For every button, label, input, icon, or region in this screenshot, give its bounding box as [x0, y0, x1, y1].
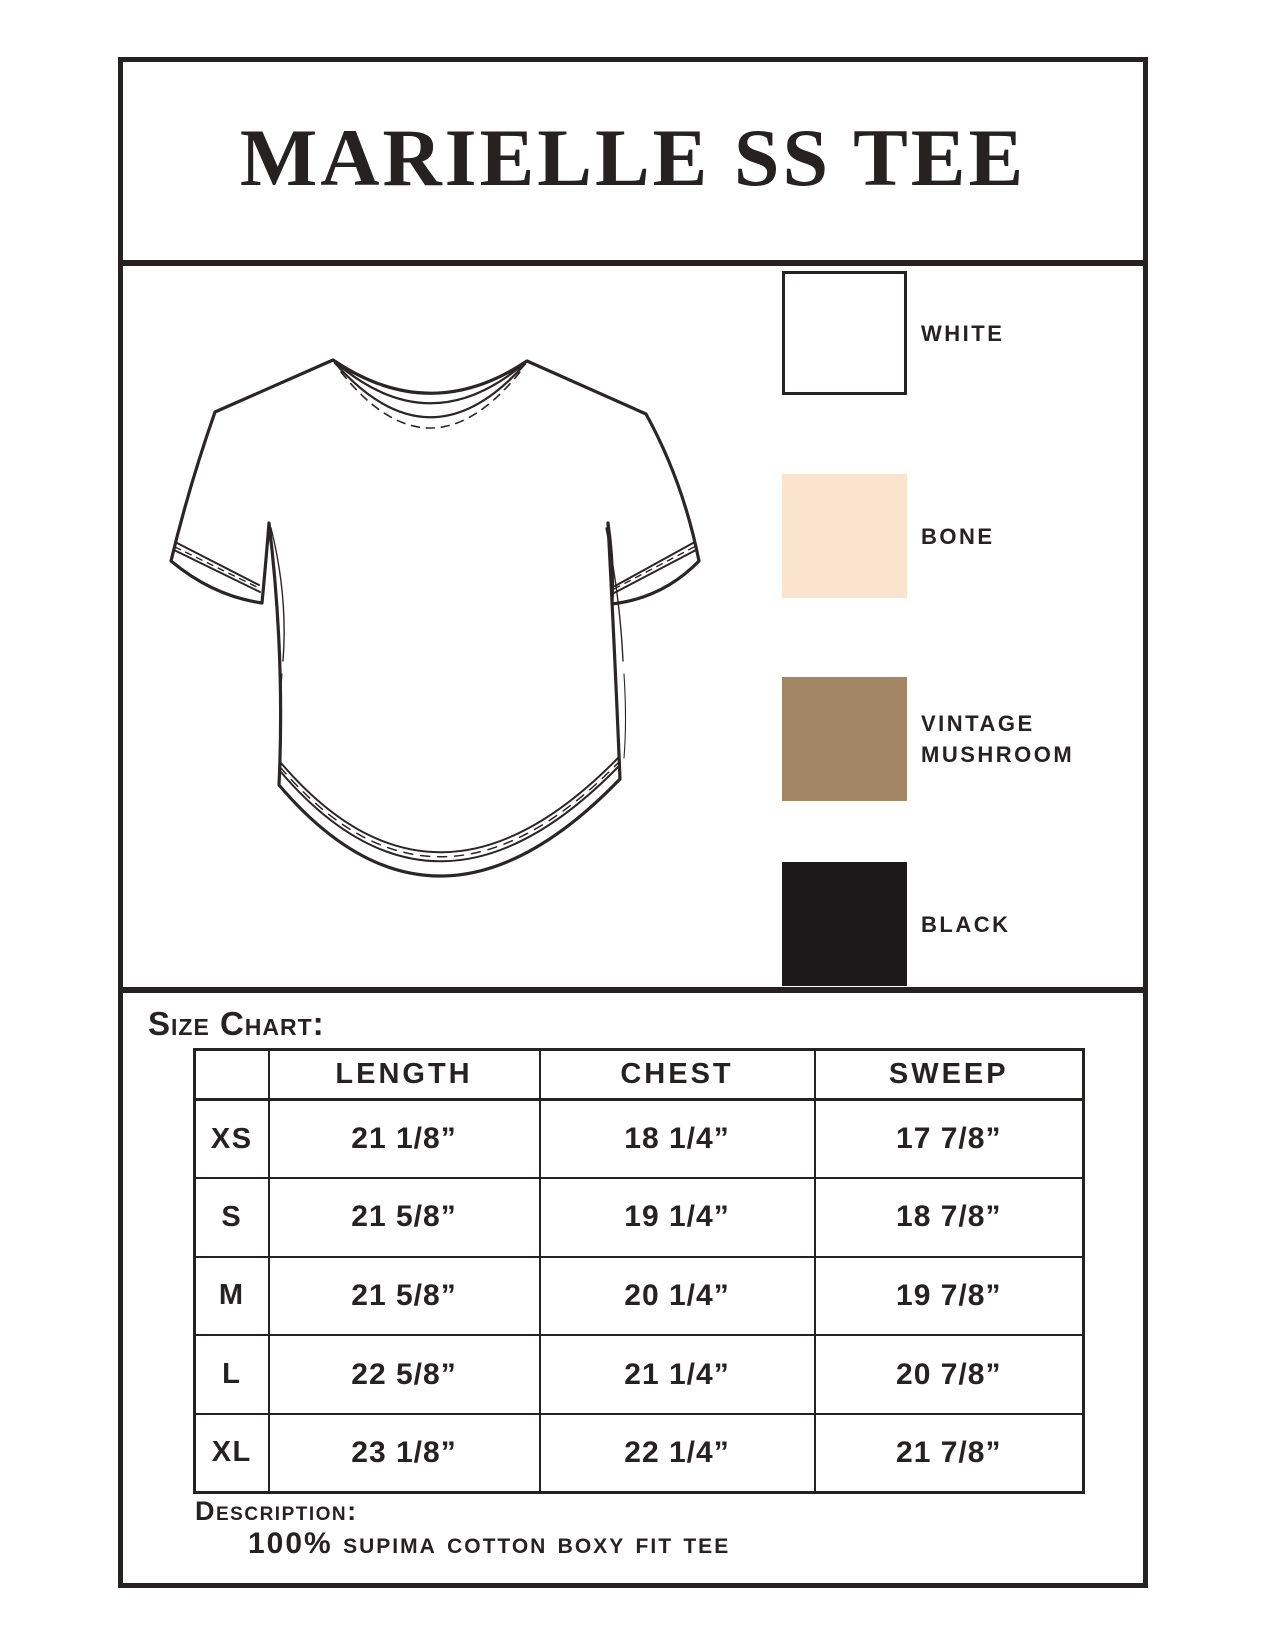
sweep-value: 21 7/8” — [815, 1414, 1084, 1493]
table-row-xl — [195, 1414, 1084, 1493]
page-title: MARIELLE SS TEE — [239, 112, 1027, 203]
sweep-value: 20 7/8” — [815, 1335, 1084, 1414]
header-row — [195, 1050, 1084, 1100]
length-value: 21 5/8” — [269, 1257, 540, 1336]
length-value: 23 1/8” — [269, 1414, 540, 1493]
black-swatch — [782, 862, 907, 986]
white-swatch — [782, 271, 907, 395]
vintage-mushroom-swatch — [782, 677, 907, 801]
size-label: XS — [195, 1100, 269, 1179]
size-column-header — [195, 1050, 269, 1100]
size-label: M — [195, 1257, 269, 1336]
colorway-label: VINTAGE MUSHROOM — [921, 711, 1075, 767]
size-chart-table — [193, 1048, 1085, 1494]
size-label: S — [195, 1178, 269, 1257]
colorway-label: BLACK — [921, 911, 1011, 937]
chest-column-header: CHEST — [540, 1050, 815, 1100]
size-chart-heading: Size Chart: — [148, 1005, 325, 1042]
colorway-row-vintage-mushroom — [782, 677, 1106, 801]
size-label: XL — [195, 1414, 269, 1493]
chest-value: 21 1/4” — [540, 1335, 815, 1414]
table-row-m — [195, 1257, 1084, 1336]
sweep-value: 19 7/8” — [815, 1257, 1084, 1336]
colorway-label: WHITE — [921, 320, 1005, 346]
colorway-row-bone — [782, 474, 1106, 598]
table-row-s — [195, 1178, 1084, 1257]
sweep-value: 18 7/8” — [815, 1178, 1084, 1257]
description-text: 100% supima cotton boxy fit tee — [248, 1527, 731, 1560]
chest-value: 18 1/4” — [540, 1100, 815, 1179]
colorway-label: BONE — [921, 523, 995, 549]
bone-swatch — [782, 474, 907, 598]
product-section — [123, 266, 1143, 993]
length-column-header: LENGTH — [269, 1050, 540, 1100]
chest-value: 20 1/4” — [540, 1257, 815, 1336]
sweep-column-header: SWEEP — [815, 1050, 1084, 1100]
size-chart-section — [123, 993, 1143, 1583]
chest-value: 19 1/4” — [540, 1178, 815, 1257]
colorway-row-black — [782, 862, 1106, 986]
colorway-list — [123, 266, 1143, 987]
colorway-row-white — [782, 271, 1106, 395]
length-value: 21 5/8” — [269, 1178, 540, 1257]
length-value: 22 5/8” — [269, 1335, 540, 1414]
length-value: 21 1/8” — [269, 1100, 540, 1179]
size-label: L — [195, 1335, 269, 1414]
spec-sheet — [118, 57, 1148, 1588]
title-section — [123, 62, 1143, 266]
table-row-xs — [195, 1100, 1084, 1179]
sweep-value: 17 7/8” — [815, 1100, 1084, 1179]
description-heading: Description: — [195, 1496, 358, 1526]
table-row-l — [195, 1335, 1084, 1414]
chest-value: 22 1/4” — [540, 1414, 815, 1493]
